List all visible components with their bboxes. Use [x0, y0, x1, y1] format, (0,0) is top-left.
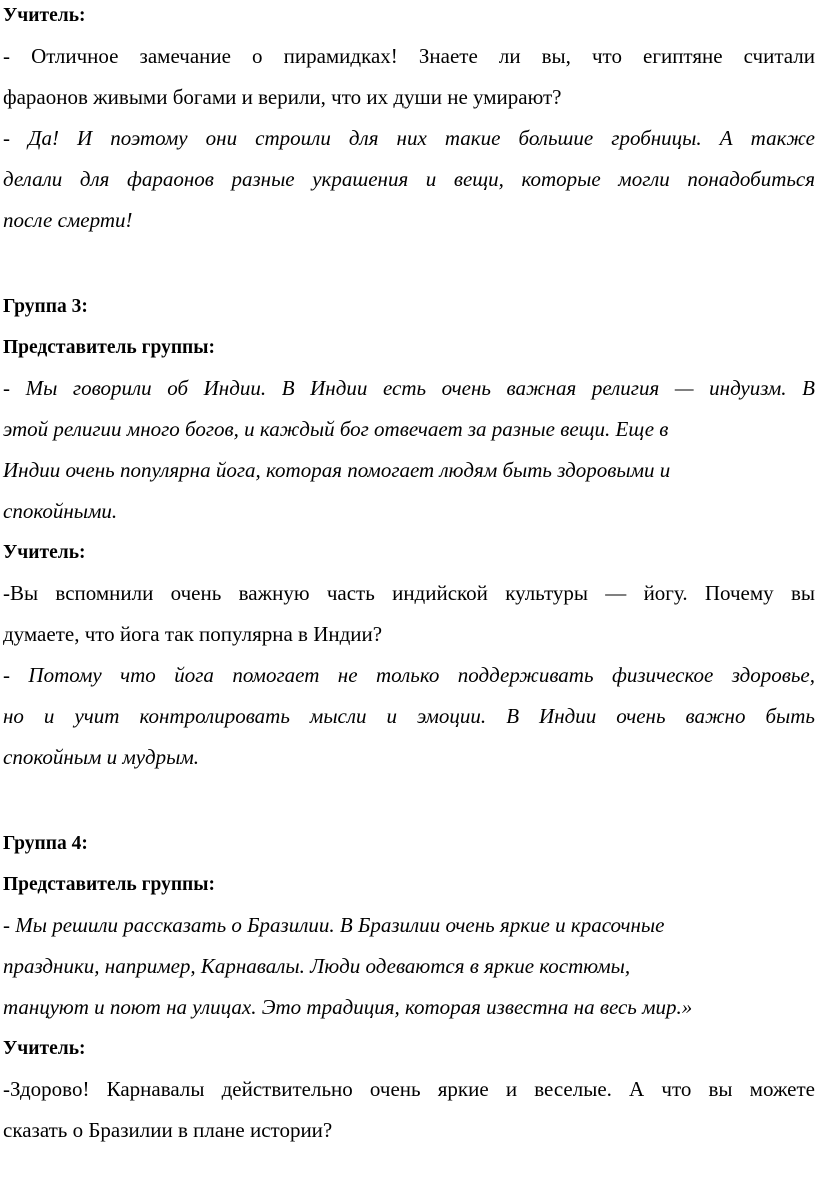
teacher-line: -Здорово! Карнавалы действительно очень яркие и веселые. А что вы можете — [3, 1077, 815, 1101]
group-title: Группа 4: — [3, 833, 88, 854]
teacher-line: думаете, что йога так популярна в Индии? — [3, 622, 383, 646]
speaker-label-teacher: Учитель: — [3, 5, 86, 26]
representative-line: - Мы решили рассказать о Бразилии. В Бразилии очень яркие и красочные — [3, 913, 665, 937]
teacher-line: - Отличное замечание о пирамидках! Знаете ли вы, что египтяне считали — [3, 44, 815, 68]
answer-line: после смерти! — [3, 208, 133, 232]
paragraph-spacer — [3, 241, 815, 282]
teacher-line: фараонов живыми богами и верили, что их души не умирают? — [3, 85, 562, 109]
representative-line: этой религии много богов, и каждый бог отвечает за разные вещи. Еще в — [3, 417, 669, 441]
speaker-label-representative: Представитель группы: — [3, 874, 216, 895]
representative-line: танцуют и поют на улицах. Это традиция, которая известна на весь мир.» — [3, 995, 693, 1019]
answer-line: делали для фараонов разные украшения и вещи, которые могли понадобиться — [3, 167, 815, 191]
group-title: Группа 3: — [3, 296, 88, 317]
speaker-label-teacher: Учитель: — [3, 542, 86, 563]
representative-line: спокойными. — [3, 499, 118, 523]
speaker-label-teacher: Учитель: — [3, 1038, 86, 1059]
answer-line: но и учит контролировать мысли и эмоции. В Индии очень важно быть — [3, 704, 815, 728]
teacher-line: -Вы вспомнили очень важную часть индийской культуры — йогу. Почему вы — [3, 581, 815, 605]
teacher-line: сказать о Бразилии в плане истории? — [3, 1118, 333, 1142]
representative-line: Индии очень популярна йога, которая помогает людям быть здоровыми и — [3, 458, 671, 482]
representative-line: праздники, например, Карнавалы. Люди одеваются в яркие костюмы, — [3, 954, 631, 978]
answer-line: - Потому что йога помогает не только поддерживать физическое здоровье, — [3, 663, 815, 687]
speaker-label-representative: Представитель группы: — [3, 337, 216, 358]
answer-line: спокойным и мудрым. — [3, 745, 200, 769]
answer-line: - Да! И поэтому они строили для них такие большие гробницы. А также — [3, 126, 815, 150]
paragraph-spacer — [3, 778, 815, 819]
representative-line: - Мы говорили об Индии. В Индии есть очень важная религия — индуизм. В — [3, 376, 815, 400]
